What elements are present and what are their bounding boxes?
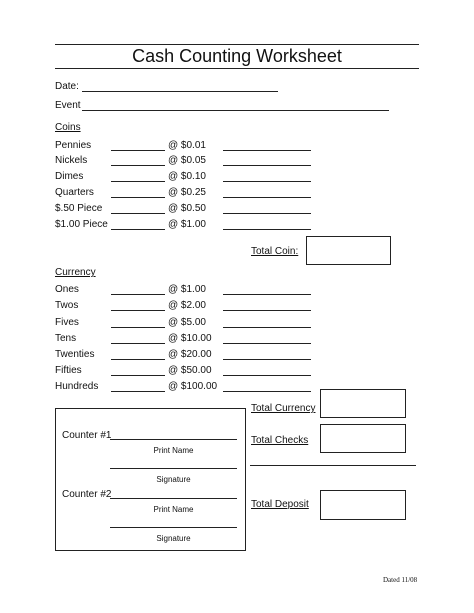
counter-2-name-field[interactable] xyxy=(110,498,237,499)
dated-footer: Dated 11/08 xyxy=(383,576,418,584)
counter-2-label: Counter #2 xyxy=(62,489,112,500)
currency-count-field[interactable] xyxy=(111,375,165,376)
page-title: Cash Counting Worksheet xyxy=(132,46,342,66)
title-rule xyxy=(55,68,419,69)
currency-count-field[interactable] xyxy=(111,359,165,360)
currency-rate: @ $100.00 xyxy=(168,381,218,392)
currency-label: Twos xyxy=(55,300,79,311)
total-checks-label: Total Checks xyxy=(251,435,309,446)
coin-label: Dimes xyxy=(55,171,84,182)
coin-rate: @ $0.05 xyxy=(168,155,206,166)
currency-heading: Currency xyxy=(55,267,96,278)
coin-rate: @ $0.10 xyxy=(168,171,206,182)
coin-rate: @ $0.25 xyxy=(168,187,206,198)
currency-count-field[interactable] xyxy=(111,327,165,328)
coin-amount-field[interactable] xyxy=(223,229,311,230)
currency-amount-field[interactable] xyxy=(223,343,311,344)
checks-detail-line[interactable] xyxy=(250,465,416,466)
coin-count-field[interactable] xyxy=(111,213,165,214)
event-field[interactable] xyxy=(82,110,389,111)
currency-count-field[interactable] xyxy=(111,294,165,295)
counter-1-print-name-caption: Print Name xyxy=(153,446,194,455)
currency-label: Fifties xyxy=(55,365,82,376)
counter-2-signature-field[interactable] xyxy=(110,527,237,528)
total-deposit-box[interactable] xyxy=(320,490,406,520)
coin-label: $.50 Piece xyxy=(55,203,103,214)
currency-rate: @ $2.00 xyxy=(168,300,206,311)
coin-amount-field[interactable] xyxy=(223,181,311,182)
coin-count-field[interactable] xyxy=(111,197,165,198)
coin-label: Pennies xyxy=(55,140,92,151)
coin-label: Nickels xyxy=(55,155,88,166)
currency-label: Twenties xyxy=(55,349,95,360)
currency-rate: @ $5.00 xyxy=(168,317,206,328)
event-label: Event xyxy=(55,100,81,111)
currency-rate: @ $1.00 xyxy=(168,284,206,295)
currency-amount-field[interactable] xyxy=(223,375,311,376)
coin-count-field[interactable] xyxy=(111,229,165,230)
currency-count-field[interactable] xyxy=(111,391,165,392)
coin-label: Quarters xyxy=(55,187,94,198)
total-checks-box[interactable] xyxy=(320,424,406,453)
total-coin-box[interactable] xyxy=(306,236,391,265)
date-field[interactable] xyxy=(82,91,278,92)
coin-count-field[interactable] xyxy=(111,165,165,166)
currency-rate: @ $50.00 xyxy=(168,365,212,376)
date-label: Date: xyxy=(55,81,79,92)
coin-count-field[interactable] xyxy=(111,150,165,151)
currency-amount-field[interactable] xyxy=(223,310,311,311)
total-currency-label: Total Currency xyxy=(251,403,316,414)
total-deposit-label: Total Deposit xyxy=(251,499,309,510)
total-currency-box[interactable] xyxy=(320,389,406,418)
coins-heading: Coins xyxy=(55,122,81,133)
currency-amount-field[interactable] xyxy=(223,359,311,360)
currency-label: Fives xyxy=(55,317,79,328)
currency-label: Tens xyxy=(55,333,77,344)
coin-amount-field[interactable] xyxy=(223,197,311,198)
coin-rate: @ $0.01 xyxy=(168,140,206,151)
coin-count-field[interactable] xyxy=(111,181,165,182)
currency-amount-field[interactable] xyxy=(223,327,311,328)
total-coin-label: Total Coin: xyxy=(251,246,299,257)
currency-label: Ones xyxy=(55,284,79,295)
currency-amount-field[interactable] xyxy=(223,391,311,392)
counter-2-print-name-caption: Print Name xyxy=(153,505,194,514)
counter-1-signature-field[interactable] xyxy=(110,468,237,469)
counter-1-name-field[interactable] xyxy=(110,439,237,440)
counter-1-label: Counter #1 xyxy=(62,430,112,441)
coin-label: $1.00 Piece xyxy=(55,219,108,230)
currency-count-field[interactable] xyxy=(111,310,165,311)
currency-amount-field[interactable] xyxy=(223,294,311,295)
coin-amount-field[interactable] xyxy=(223,150,311,151)
currency-label: Hundreds xyxy=(55,381,99,392)
currency-count-field[interactable] xyxy=(111,343,165,344)
counter-2-signature-caption: Signature xyxy=(156,534,191,543)
coin-rate: @ $1.00 xyxy=(168,219,206,230)
coin-rate: @ $0.50 xyxy=(168,203,206,214)
coin-amount-field[interactable] xyxy=(223,213,311,214)
coin-amount-field[interactable] xyxy=(223,165,311,166)
currency-rate: @ $10.00 xyxy=(168,333,212,344)
counter-1-signature-caption: Signature xyxy=(156,475,191,484)
currency-rate: @ $20.00 xyxy=(168,349,212,360)
